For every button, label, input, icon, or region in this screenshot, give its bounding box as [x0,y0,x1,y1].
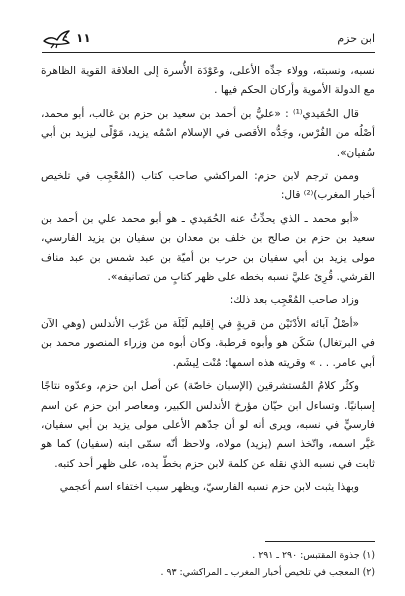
quote-paragraph: «أصْلُ آبائه الأدْنَيْن من قريةٍ في إقليم لَبْلَة من غَرْب الأندلس (وهي الآن في البرتغال) سَكَن هو وأبوه قرطبة. وكان أبوه من وزراء المنصور محمد بن أبي عامر. . . » وقريته هذه اسمها: مُنْت لِيشَم. [41,317,375,369]
footnote: (٢) المعجب في تلخيص أخبار المغرب ـ المراكشي: ٩٣ . [160,567,375,578]
page-header [42,30,375,50]
paragraph: وكثُر كلامُ المُستشرقين (الإسبان خاصّة) عن أصل ابن حزم، وعدّوه نتاجًا إسبانيًا. وتساءل ابن حيّان مؤرخ الأندلس الكبير، ومعاصر ابن حزم عن اسم فارسيٍّ في نسبه، ويرى أنه لو أن جدّهم الأعلى مولى يزيد بن أبي سفيان، غيَّر اسمه، واتّخذ اسم (يزيد) مولاه، ولاحظ أنّه سمّى ابنه (سفيان) كما هو ثابت في نسبه الذي نقله عن كلمة لابن حزم بخطّ يده، على ظهر أحد كتبه. [41,380,375,470]
quote-paragraph: «أبو محمد ـ الذي يحدِّثُ عنه الحُمَيدي ـ هو أبو محمد علي بن أحمد بن سعيد بن حزم بن صالح بن خلف بن معدان بن سفيان بن يزيد الفارسي، مولى يزيد بن أبي سفيان بن حرب بن أميّة بن عبد شمس بن عبد مناف القرشي. قُرِئ عليَّ نسبه بخطه على ظهر كتابٍ من تصانيفه». [41,212,375,284]
header-rule [42,52,375,53]
footnote: (١) جذوة المقتبس: ٢٩٠ ـ ٢٩١ . [252,550,375,561]
paragraph: قال الحُمَيدي⁽¹⁾ : «عليُّ بن أحمد بن سعيد بن حزم بن غالب، أبو محمد، أصْلُه من الفُرْس، وجَدُّه الأقصى في الإسلام اسْمُه يزيد، مَوْلًى ليزيد بن أبي سُفيان». [41,107,375,159]
footnotes [41,547,375,581]
footnote-rule [265,541,375,542]
paragraph: وممن ترجم لابن حزم: المراكشي صاحب كتاب (المُعْجِب في تلخيص أخبار المغرب)⁽²⁾ قال: [41,170,375,202]
dove-ornament-icon [42,28,72,50]
paragraph: وبهذا يثبت لابن حزم نسبه الفارسيّ، ويظهر سبب اختفاء اسم أعجمي [59,481,359,494]
paragraph: وزاد صاحب المُعْجِب بعد ذلك: [229,294,359,307]
page-number: ١١ [76,31,91,45]
body-text [41,62,375,502]
paragraph: نسبه، ونسبته، وولاء جدِّه الأعلى، وعَوْدَة الأُسرة إلى العلاقة القوية الظاهرة مع الدولة الأموية وأركان الحكم فيها . [41,65,375,97]
running-title: ابن حزم [337,32,375,45]
